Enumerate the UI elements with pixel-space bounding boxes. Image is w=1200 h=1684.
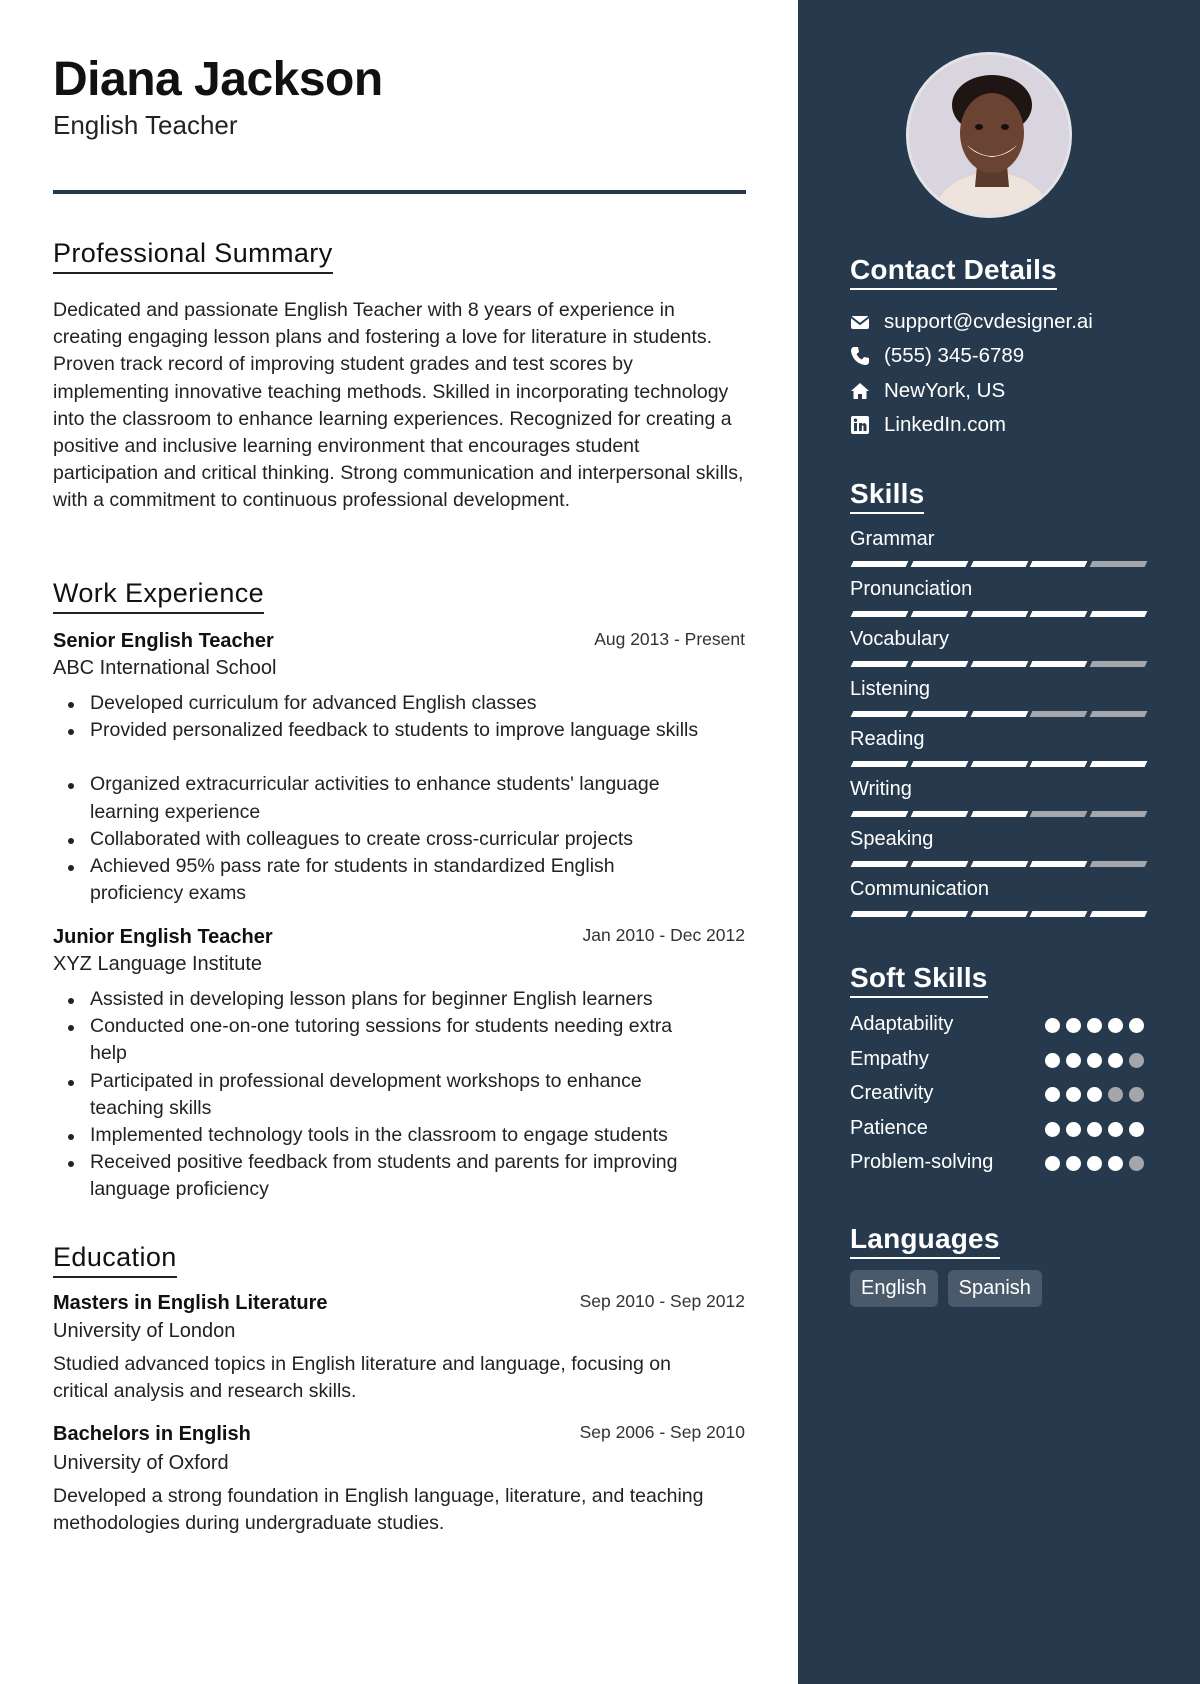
job-org-2: XYZ Language Institute: [53, 953, 263, 975]
rating-dot: [1066, 1087, 1081, 1102]
skill-label: Writing: [850, 778, 912, 800]
contact-email-text: support@cvdesigner.ai: [884, 310, 1093, 333]
section-title-experience: Work Experience: [53, 578, 264, 614]
rating-dot: [1066, 1018, 1081, 1033]
skill-level-segment: [1030, 611, 1088, 617]
job-title-1: Senior English Teacher: [53, 630, 274, 652]
name: Diana Jackson: [53, 53, 383, 106]
degree-desc-2: Developed a strong foundation in English language, literature, and teaching methodologies during undergraduate studies.: [53, 1485, 704, 1535]
skill-level-segment: [1030, 711, 1088, 717]
skill-label: Reading: [850, 728, 925, 750]
linkedin-icon: [850, 415, 870, 435]
job-org-1: ABC International School: [53, 657, 277, 679]
header-divider: [53, 190, 746, 194]
contact-phone-text: (555) 345-6789: [884, 344, 1025, 367]
skill-level-segment: [1030, 761, 1088, 767]
soft-skill-label: Problem-solving: [850, 1151, 994, 1173]
skill-level-segment: [1030, 911, 1088, 917]
rating-dot: [1129, 1087, 1144, 1102]
skill-label: Listening: [850, 678, 931, 700]
skill-level-segment: [1090, 911, 1148, 917]
skill-level-bar: [852, 561, 1146, 567]
rating-dot: [1045, 1018, 1060, 1033]
soft-skill-label: Creativity: [850, 1082, 934, 1104]
skill-level-bar: [852, 811, 1146, 817]
school-2: University of Oxford: [53, 1452, 229, 1474]
portrait-image: [909, 55, 1072, 218]
rating-dot: [1087, 1018, 1102, 1033]
skill-level-segment: [1030, 811, 1088, 817]
rating-dot: [1045, 1053, 1060, 1068]
rating-dot: [1087, 1156, 1102, 1171]
skill-level-segment: [970, 861, 1028, 867]
skill-label: Grammar: [850, 528, 935, 550]
list-item: Participated in professional development workshops to enhance teaching skills: [53, 1068, 753, 1122]
rating-dot: [1087, 1087, 1102, 1102]
skill-level-segment: [851, 811, 909, 817]
skill-level-segment: [970, 761, 1028, 767]
soft-skill-rating: [1045, 1156, 1144, 1174]
contact-phone[interactable]: [850, 341, 1024, 371]
skill-level-segment: [851, 711, 909, 717]
skill-level-segment: [970, 711, 1028, 717]
skill-level-segment: [851, 561, 909, 567]
rating-dot: [1066, 1053, 1081, 1068]
contact-linkedin[interactable]: [850, 410, 1006, 440]
skill-level-segment: [970, 911, 1028, 917]
list-item: Conducted one-on-one tutoring sessions for students needing extra help: [53, 1013, 753, 1067]
skill-level-bar: [852, 611, 1146, 617]
job-dates-1: Aug 2013 - Present: [594, 629, 745, 649]
skill-level-bar: [852, 861, 1146, 867]
skill-level-segment: [1030, 661, 1088, 667]
list-item: Provided personalized feedback to students to improve language skills: [53, 717, 753, 744]
list-item: Collaborated with colleagues to create cross-curricular projects: [53, 826, 753, 853]
job-dates-2: Jan 2010 - Dec 2012: [582, 925, 745, 945]
section-title-contact: Contact Details: [850, 254, 1057, 290]
list-item: Received positive feedback from students and parents for improving language proficiency: [53, 1149, 753, 1203]
skill-label: Vocabulary: [850, 628, 949, 650]
degree-desc-1: Studied advanced topics in English literature and language, focusing on critical analysis and research skills.: [53, 1353, 671, 1403]
skill-level-segment: [851, 661, 909, 667]
rating-dot: [1045, 1087, 1060, 1102]
skill-level-segment: [851, 611, 909, 617]
skill-level-segment: [851, 761, 909, 767]
list-item: Organized extracurricular activities to enhance students' language learning experience: [53, 771, 753, 825]
rating-dot: [1108, 1053, 1123, 1068]
degree-2: Bachelors in English: [53, 1423, 251, 1445]
summary-text: Dedicated and passionate English Teacher with 8 years of experience in creating engaging lesson plans and fostering a love for literature in students. Proven track record of improving student grades and test scores by implementing innovative teaching methods. Skilled in incorporating technology into the classroom to enhance learning experiences. Recognized for creating a positive and inclusive learning environment that encourages student participation and critical thinking. Strong communication and interpersonal skills, with a commitment to continuous professional development.: [53, 299, 744, 512]
skill-level-segment: [851, 861, 909, 867]
degree-dates-1: Sep 2010 - Sep 2012: [579, 1291, 745, 1311]
list-item: Assisted in developing lesson plans for beginner English learners: [53, 986, 753, 1013]
skill-level-segment: [970, 561, 1028, 567]
avatar: [906, 52, 1072, 218]
phone-icon: [850, 346, 870, 366]
skill-level-segment: [1090, 761, 1148, 767]
skill-level-segment: [910, 661, 968, 667]
rating-dot: [1108, 1156, 1123, 1171]
list-item: Achieved 95% pass rate for students in standardized English proficiency exams: [53, 853, 753, 907]
rating-dot: [1129, 1053, 1144, 1068]
skill-level-segment: [1030, 561, 1088, 567]
home-icon: [850, 381, 870, 401]
envelope-icon: [850, 312, 870, 332]
language-chip: Spanish: [948, 1270, 1042, 1307]
soft-skill-label: Adaptability: [850, 1013, 954, 1035]
rating-dot: [1087, 1122, 1102, 1137]
skill-level-segment: [910, 561, 968, 567]
languages-list: [850, 1270, 1042, 1307]
skill-level-segment: [910, 611, 968, 617]
skill-level-bar: [852, 661, 1146, 667]
section-title-education: Education: [53, 1242, 177, 1278]
skill-level-segment: [1090, 661, 1148, 667]
job-title-2: Junior English Teacher: [53, 926, 273, 948]
skill-level-segment: [910, 911, 968, 917]
contact-location: [850, 376, 1005, 406]
skill-level-segment: [851, 911, 909, 917]
list-item: Developed curriculum for advanced English classes: [53, 690, 753, 717]
skill-level-segment: [1090, 711, 1148, 717]
contact-location-text: NewYork, US: [884, 379, 1006, 402]
section-title-summary: Professional Summary: [53, 238, 333, 274]
skill-level-segment: [1090, 611, 1148, 617]
soft-skill-label: Patience: [850, 1116, 928, 1139]
rating-dot: [1066, 1122, 1081, 1137]
rating-dot: [1129, 1122, 1144, 1137]
soft-skill-rating: [1045, 1018, 1144, 1036]
skill-level-segment: [970, 611, 1028, 617]
rating-dot: [1045, 1156, 1060, 1171]
contact-email[interactable]: [850, 307, 1093, 337]
skill-label: Speaking: [850, 828, 934, 850]
rating-dot: [1066, 1156, 1081, 1171]
rating-dot: [1108, 1018, 1123, 1033]
section-title-languages: Languages: [850, 1223, 1000, 1259]
skill-label: Communication: [850, 878, 989, 900]
job-title: English Teacher: [53, 110, 238, 140]
skill-level-segment: [1090, 811, 1148, 817]
school-1: University of London: [53, 1320, 236, 1342]
soft-skill-rating: [1045, 1087, 1144, 1105]
job-bullets-2: [53, 986, 753, 1204]
degree-dates-2: Sep 2006 - Sep 2010: [579, 1422, 745, 1442]
soft-skill-label: Empathy: [850, 1047, 929, 1070]
rating-dot: [1108, 1122, 1123, 1137]
list-item: Implemented technology tools in the classroom to engage students: [53, 1122, 753, 1149]
skill-level-segment: [1090, 561, 1148, 567]
rating-dot: [1129, 1018, 1144, 1033]
rating-dot: [1129, 1156, 1144, 1171]
skill-level-bar: [852, 761, 1146, 767]
rating-dot: [1108, 1087, 1123, 1102]
rating-dot: [1087, 1053, 1102, 1068]
section-title-skills: Skills: [850, 478, 924, 514]
degree-1: Masters in English Literature: [53, 1292, 328, 1314]
soft-skill-rating: [1045, 1122, 1144, 1140]
skill-level-segment: [910, 711, 968, 717]
job-bullets-1: [53, 690, 753, 907]
rating-dot: [1045, 1122, 1060, 1137]
language-chip: English: [850, 1270, 938, 1307]
skill-level-segment: [910, 761, 968, 767]
soft-skill-rating: [1045, 1053, 1144, 1071]
skill-level-segment: [910, 811, 968, 817]
skill-level-segment: [910, 861, 968, 867]
skill-level-bar: [852, 911, 1146, 917]
skill-level-segment: [970, 661, 1028, 667]
skill-level-segment: [970, 811, 1028, 817]
skill-level-segment: [1030, 861, 1088, 867]
skill-label: Pronunciation: [850, 578, 973, 600]
contact-linkedin-text: LinkedIn.com: [884, 413, 1006, 436]
section-title-soft-skills: Soft Skills: [850, 962, 988, 998]
skill-level-bar: [852, 711, 1146, 717]
skill-level-segment: [1090, 861, 1148, 867]
